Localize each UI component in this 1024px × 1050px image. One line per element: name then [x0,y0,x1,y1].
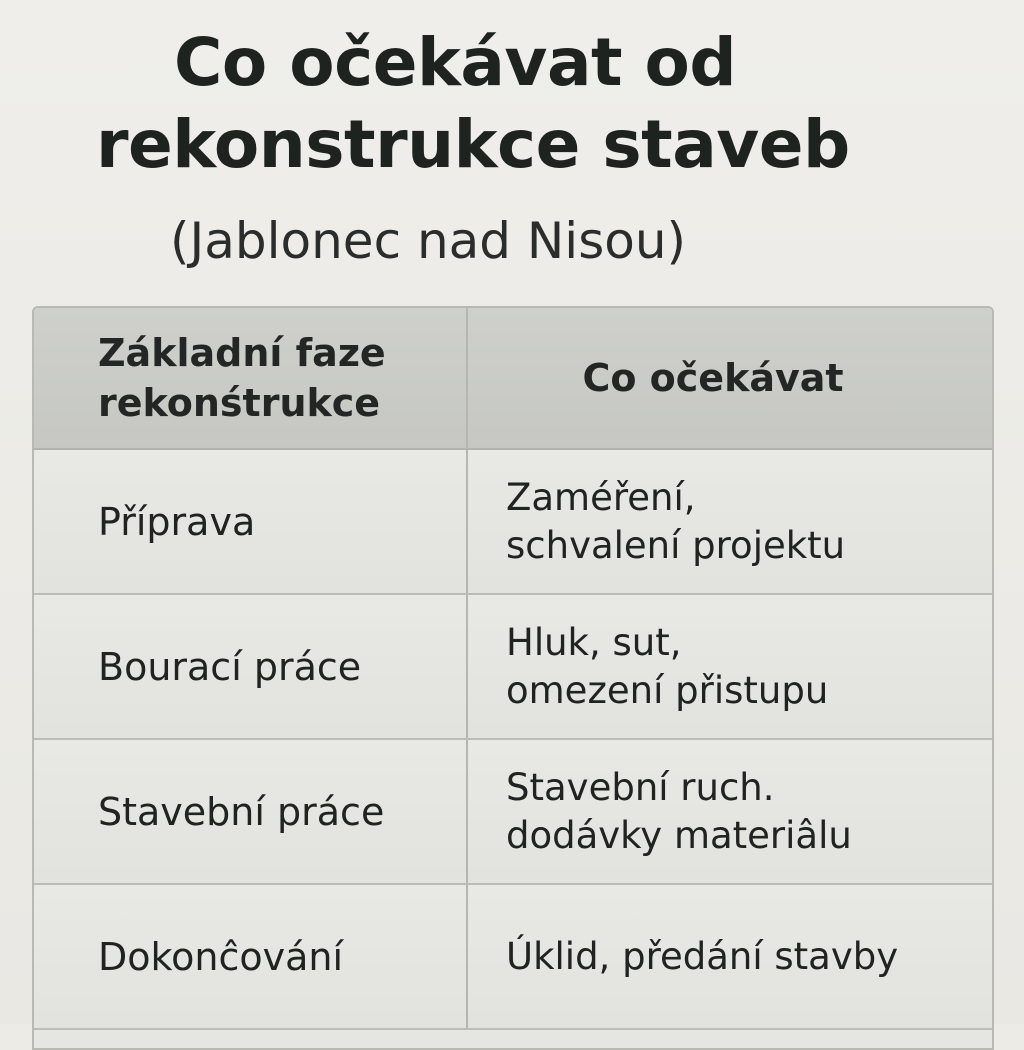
table-cell-phase [34,595,468,738]
table-cell-expect [468,740,992,883]
table-cell-phase [34,450,468,593]
phase-label: Bourací práce [98,644,362,689]
renovation-phases-table [32,306,994,1050]
page-title-line-1: Co očekávat od [174,24,737,101]
table-cell-expect [468,885,992,1028]
table-cell-phase [34,885,468,1028]
column-header-phase-label: Základní faze rekonśtrukce [98,331,386,425]
phase-label: Dokonĉování [98,934,344,979]
table-header-row [34,308,992,450]
page-title [96,22,956,186]
table-row [34,885,992,1030]
phase-label: Stavební práce [98,789,385,834]
phase-label: Příprava [98,499,256,544]
expect-label: Hluk, sut, omezení přistupu [506,620,829,712]
page-title-line-2: rekonstrukce staveb [96,106,850,183]
column-header-expect [468,308,992,448]
table-cell-phase [34,740,468,883]
expect-label: Stavební ruch. dodávky materiâlu [506,765,852,857]
expect-label: Zaméření, schvalení projektu [506,475,846,567]
expect-label: Úklid, předání stavby [506,934,899,978]
table-row [34,740,992,885]
table-row [34,595,992,740]
page-subtitle: (Jablonec nad Nisou) [170,212,687,270]
column-header-phase [34,308,468,448]
column-header-expect-label: Co očekávat [582,356,844,400]
table-cell-expect [468,450,992,593]
table-cell-expect [468,595,992,738]
table-row [34,450,992,595]
